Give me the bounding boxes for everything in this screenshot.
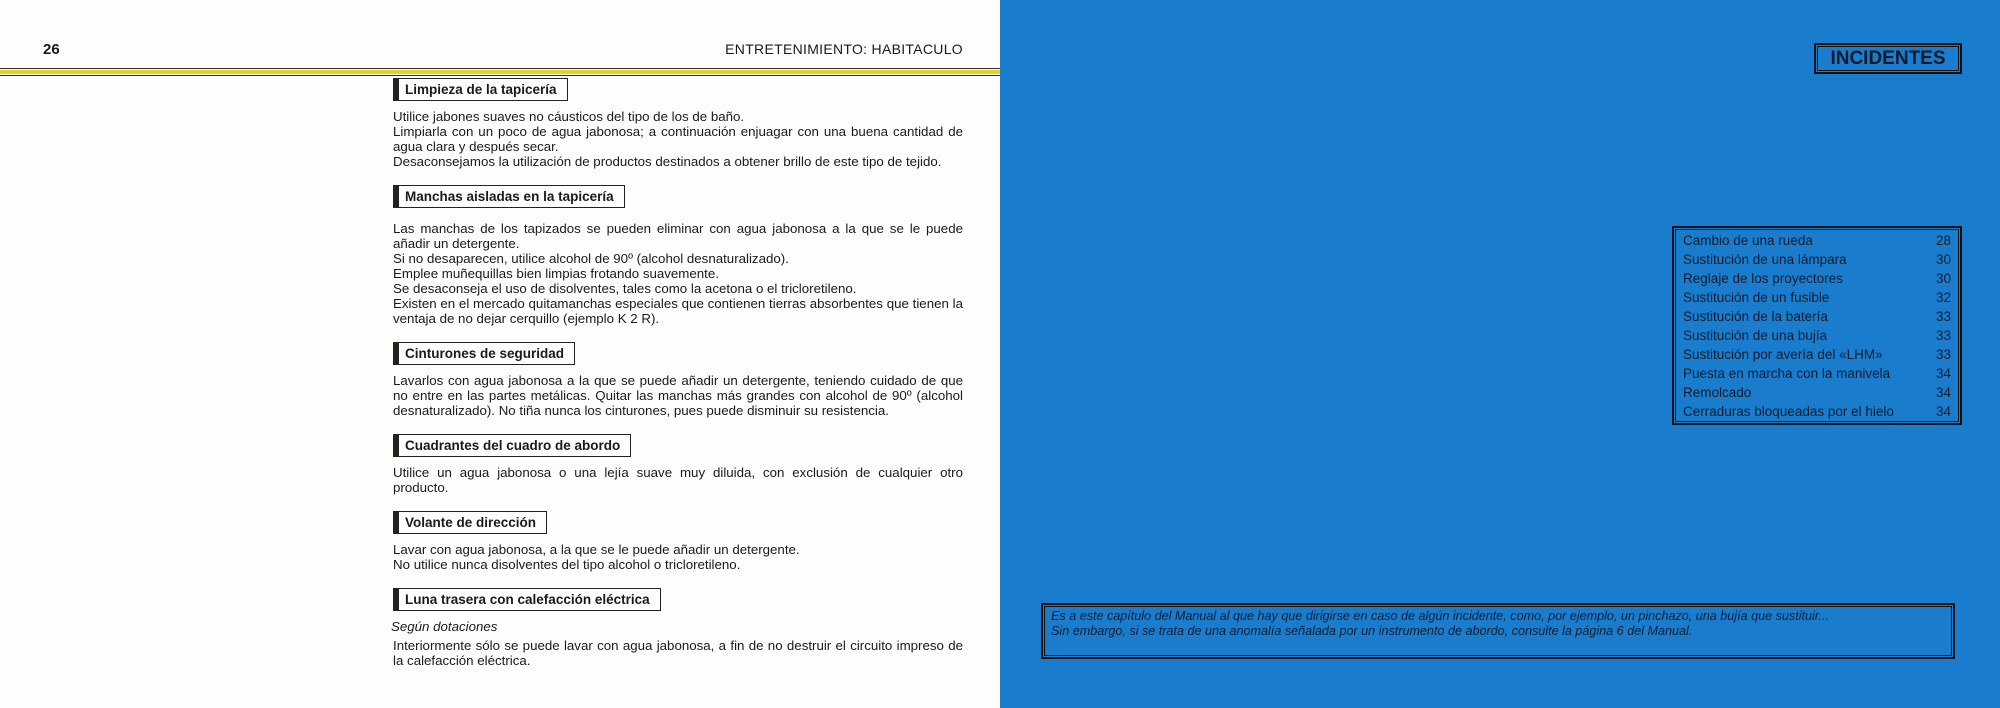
toc-row[interactable] <box>1674 288 1960 307</box>
toc-page: 30 <box>1935 271 1951 286</box>
toc-page: 33 <box>1935 347 1951 362</box>
section-tapiceria <box>393 78 963 169</box>
toc-page: 34 <box>1935 404 1951 419</box>
section-heading: Cuadrantes del cuadro de abordo <box>393 434 631 457</box>
section-heading: Cinturones de seguridad <box>393 342 575 365</box>
paragraph: Lavar con agua jabonosa, a la que se le puede añadir un detergente. <box>393 542 800 557</box>
toc-page: 28 <box>1935 233 1951 248</box>
paragraph: Desaconsejamos la utilización de productos destinados a obtener brillo de este tipo de tejido. <box>393 154 942 169</box>
toc-row[interactable] <box>1674 231 1960 250</box>
note-line: Es a este capítulo del Manual al que hay que dirigirse en caso de algún incidente, como, por ejemplo, un pinchazo, una bujía que sustituir... <box>1051 609 1830 623</box>
toc-page: 34 <box>1935 366 1951 381</box>
toc-page: 34 <box>1935 385 1951 400</box>
section-heading: Luna trasera con calefacción eléctrica <box>393 588 661 611</box>
toc-page: 30 <box>1935 252 1951 267</box>
paragraph: Emplee muñequillas bien limpias frotando suavemente. <box>393 266 719 281</box>
paragraph: Lavarlos con agua jabonosa a la que se puede añadir un detergente, teniendo cuidado de que no entre en las partes metálicas. Quitar las manchas más grandes con alcohol de 90º (alcohol desnaturalizado). No tiña nunca los cinturones, pues puede disminuir su resistencia. <box>393 373 963 418</box>
chapter-title: INCIDENTES <box>1814 43 1962 74</box>
section-heading: Volante de dirección <box>393 511 547 534</box>
toc-label: Reglaje de los proyectores <box>1683 271 1843 286</box>
content-column <box>393 78 963 684</box>
header-rule-bottom <box>0 75 1000 76</box>
paragraph: Interiormente sólo se puede lavar con agua jabonosa, a fin de no destruir el circuito impreso de la calefacción eléctrica. <box>393 638 963 668</box>
header-rule-yellow <box>0 70 1000 74</box>
toc-row[interactable] <box>1674 269 1960 288</box>
toc-page: 33 <box>1935 309 1951 324</box>
running-header: ENTRETENIMIENTO: HABITACULO <box>725 41 963 57</box>
section-note: Según dotaciones <box>391 619 498 634</box>
paragraph: Utilice un agua jabonosa o una lejía suave muy diluida, con exclusión de cualquier otro producto. <box>393 465 963 495</box>
paragraph: Limpiarla con un poco de agua jabonosa; a continuación enjuagar con una buena cantidad de agua clara y después secar. <box>393 124 963 154</box>
toc-row[interactable] <box>1674 250 1960 269</box>
paragraph: Utilice jabones suaves no cáusticos del tipo de los de baño. <box>393 109 745 124</box>
toc-label: Sustitución por avería del «LHM» <box>1683 347 1883 362</box>
toc-row[interactable] <box>1674 326 1960 345</box>
toc-page: 33 <box>1935 328 1951 343</box>
section-volante <box>393 511 963 572</box>
toc-row[interactable] <box>1674 307 1960 326</box>
section-luna-trasera <box>393 588 963 668</box>
chapter-note <box>1041 603 1955 659</box>
page-number: 26 <box>43 41 60 58</box>
toc-row[interactable] <box>1674 383 1960 402</box>
paragraph: Existen en el mercado quitamanchas especiales que contienen tierras absorbentes que tienen la ventaja de no dejar cerquillo (ejemplo K 2 R). <box>393 296 963 326</box>
paragraph: No utilice nunca disolventes del tipo alcohol o tricloretileno. <box>393 557 741 572</box>
toc-row[interactable] <box>1674 364 1960 383</box>
section-heading: Limpieza de la tapicería <box>393 78 568 101</box>
section-cuadrantes <box>393 434 963 495</box>
header-rule-top <box>0 68 1000 69</box>
toc-label: Sustitución de la batería <box>1683 309 1828 324</box>
toc-label: Cambio de una rueda <box>1683 233 1813 248</box>
toc-row[interactable] <box>1674 402 1960 421</box>
toc-label: Sustitución de una lámpara <box>1683 252 1847 267</box>
paragraph: Las manchas de los tapizados se pueden eliminar con agua jabonosa a la que se le puede añadir un detergente. <box>393 221 963 251</box>
section-cinturones <box>393 342 963 418</box>
toc-label: Sustitución de un fusible <box>1683 290 1830 305</box>
toc-label: Remolcado <box>1683 385 1752 400</box>
section-manchas <box>393 185 963 326</box>
paragraph: Se desaconseja el uso de disolventes, tales como la acetona o el tricloretileno. <box>393 281 857 296</box>
toc-label: Sustitución de una bujía <box>1683 328 1828 343</box>
toc-label: Cerraduras bloqueadas por el hielo <box>1683 404 1894 419</box>
toc-label: Puesta en marcha con la manivela <box>1683 366 1891 381</box>
table-of-contents <box>1672 226 1962 425</box>
section-heading: Manchas aisladas en la tapicería <box>393 185 625 208</box>
note-line: Sin embargo, si se trata de una anomalía señalada por un instrumento de abordo, consulte la página 6 del Manual. <box>1051 623 1693 638</box>
toc-page: 32 <box>1935 290 1951 305</box>
paragraph: Si no desaparecen, utilice alcohol de 90º (alcohol desnaturalizado). <box>393 251 789 266</box>
toc-row[interactable] <box>1674 345 1960 364</box>
